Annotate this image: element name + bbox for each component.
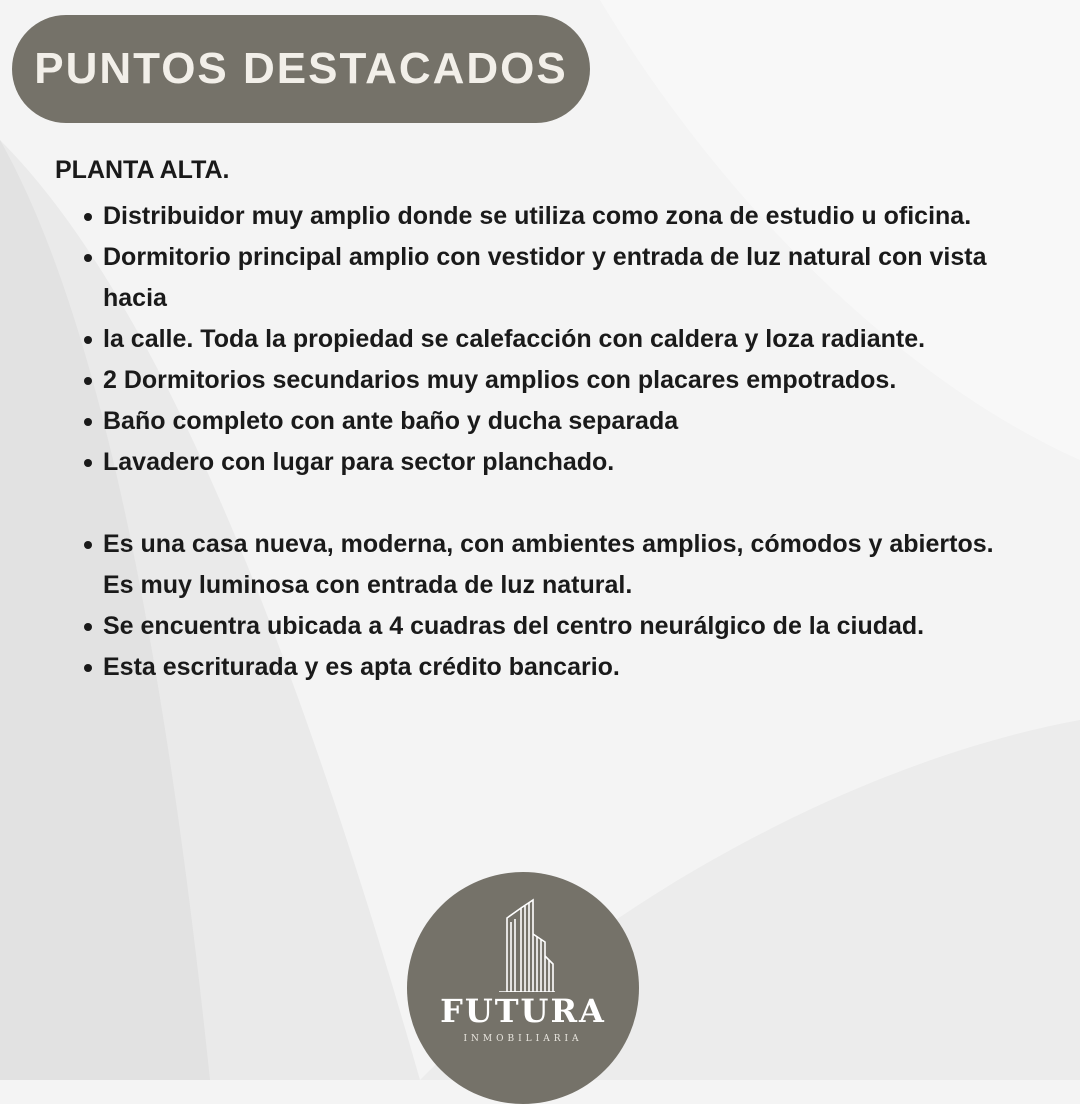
logo-subtitle: INMOBILIARIA xyxy=(463,1034,583,1044)
bullet-icon xyxy=(84,418,92,426)
bullet-icon xyxy=(84,254,92,262)
general-features-list xyxy=(55,524,1015,688)
header-pill xyxy=(12,15,590,123)
list-item xyxy=(55,401,1015,442)
section-heading: PLANTA ALTA. xyxy=(55,156,230,184)
list-item xyxy=(55,360,1015,401)
bullet-icon xyxy=(84,664,92,672)
list-item xyxy=(55,606,1015,647)
logo-name: FUTURA xyxy=(440,992,606,1030)
bullet-icon xyxy=(84,336,92,344)
bullet-icon xyxy=(84,541,92,549)
list-item xyxy=(55,237,1015,319)
list-item-text: Es una casa nueva, moderna, con ambientes amplios, cómodos y abiertos. Es muy luminosa con entrada de luz natural. xyxy=(103,530,994,599)
list-item xyxy=(55,647,1015,688)
list-item-text: Esta escriturada y es apta crédito bancario. xyxy=(103,653,620,681)
list-item-text: Distribuidor muy amplio donde se utiliza como zona de estudio u oficina. xyxy=(103,202,972,230)
futura-logo xyxy=(407,872,639,1072)
list-item-text: Lavadero con lugar para sector planchado. xyxy=(103,448,615,476)
list-item xyxy=(55,524,1015,606)
bullet-icon xyxy=(84,459,92,467)
upper-floor-list xyxy=(55,196,1015,483)
page-title: PUNTOS DESTACADOS xyxy=(34,44,568,93)
list-item-text: 2 Dormitorios secundarios muy amplios con placares empotrados. xyxy=(103,366,897,394)
list-item xyxy=(55,196,1015,237)
list-item-text: Dormitorio principal amplio con vestidor y entrada de luz natural con vista hacia xyxy=(103,243,987,312)
bullet-icon xyxy=(84,213,92,221)
list-item xyxy=(55,442,1015,483)
bullet-icon xyxy=(84,377,92,385)
list-item-text: la calle. Toda la propiedad se calefacción con caldera y loza radiante. xyxy=(103,325,926,353)
list-item xyxy=(55,319,1015,360)
content xyxy=(55,150,1015,688)
list-item-text: Baño completo con ante baño y ducha separada xyxy=(103,407,679,435)
bullet-icon xyxy=(84,623,92,631)
list-item-text: Se encuentra ubicada a 4 cuadras del centro neurálgico de la ciudad. xyxy=(103,612,925,640)
building-icon xyxy=(493,894,557,992)
